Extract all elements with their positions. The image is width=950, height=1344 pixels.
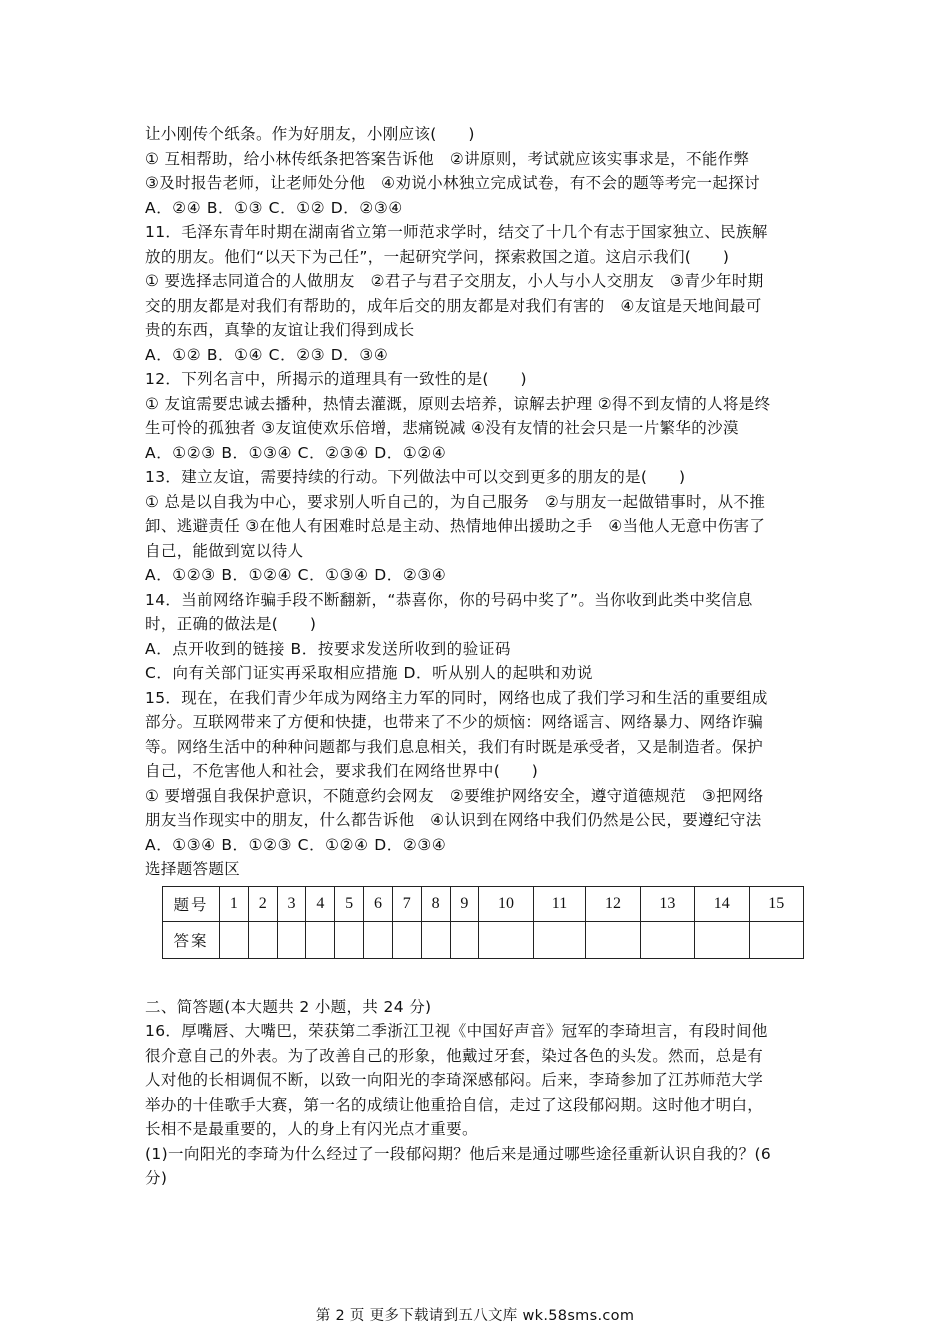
question-11 xyxy=(145,220,815,367)
question-number-cell: 4 xyxy=(306,886,335,921)
question-number-cell: 5 xyxy=(335,886,364,921)
question-10-tail xyxy=(145,122,815,220)
answer-cell xyxy=(421,921,450,958)
answer-table-header-row xyxy=(163,886,804,921)
answer-options: A．②④ B．①③ C．①② D．②③④ xyxy=(145,198,403,217)
text-line: 等。网络生活中的种种问题都与我们息息相关，我们有时既是承受者，又是制造者。保护 xyxy=(145,737,764,756)
sub-question: (1)一向阳光的李琦为什么经过了一段郁闷期？他后来是通过哪些途径重新认识自我的？(6 xyxy=(145,1144,772,1163)
answer-cell xyxy=(640,921,694,958)
question-number-cell: 3 xyxy=(277,886,306,921)
answer-cell xyxy=(392,921,421,958)
answer-cell xyxy=(277,921,306,958)
question-stem: 13．建立友谊，需要持续的行动。下列做法中可以交到更多的朋友的是( ) xyxy=(145,468,686,486)
answer-cell xyxy=(479,921,533,958)
text-line: ③及时报告老师，让老师处分他 ④劝说小林独立完成试卷，有不会的题等考完一起探讨 xyxy=(145,174,760,192)
question-stem: 12．下列名言中，所揭示的道理具有一致性的是( ) xyxy=(145,370,527,388)
text-line: 很介意自己的外表。为了改善自己的形象，他戴过牙套，染过各色的头发。然而，总是有 xyxy=(145,1046,764,1065)
text-line: 自己，能做到宽以待人 xyxy=(145,541,304,560)
text-line: ① 友谊需要忠诚去播种，热情去灌溉，原则去培养，谅解去护理 ②得不到友情的人将是终 xyxy=(145,394,771,413)
text-line: ① 互相帮助，给小林传纸条把答案告诉他 ②讲原则，考试就应该实事求是，不能作弊 xyxy=(145,149,750,168)
answer-label: 答案 xyxy=(163,921,220,958)
text-line: 举办的十佳歌手大赛，第一名的成绩让他重拾自信，走过了这段郁闷期。这时他才明白， xyxy=(145,1095,764,1114)
text-line: 卸、逃避责任 ③在他人有困难时总是主动、热情地伸出援助之手 ④当他人无意中伤害了 xyxy=(145,517,766,535)
question-number-cell: 1 xyxy=(220,886,249,921)
question-number-cell: 7 xyxy=(392,886,421,921)
question-number-cell: 13 xyxy=(640,886,694,921)
answer-options: A．点开收到的链接 B．按要求发送所收到的验证码 xyxy=(145,639,512,658)
answer-cell xyxy=(220,921,249,958)
question-12 xyxy=(145,367,815,465)
text-line: 时，正确的做法是( ) xyxy=(145,615,317,633)
answer-cell xyxy=(450,921,479,958)
question-13 xyxy=(145,465,815,588)
question-15 xyxy=(145,686,815,858)
answer-table xyxy=(162,886,804,959)
question-number-cell: 8 xyxy=(421,886,450,921)
section-heading: 二、简答题(本大题共 2 小题，共 24 分) xyxy=(145,997,432,1016)
question-14 xyxy=(145,588,815,686)
answer-table-answer-row xyxy=(163,921,804,958)
question-number-cell: 10 xyxy=(479,886,533,921)
text-line: ① 要选择志同道合的人做朋友 ②君子与君子交朋友，小人与小人交朋友 ③青少年时期 xyxy=(145,272,764,290)
answer-options: A．①②③ B．①②④ C．①③④ D．②③④ xyxy=(145,566,447,584)
text-line: 自己，不危害他人和社会，要求我们在网络世界中( ) xyxy=(145,762,539,780)
question-number-cell: 2 xyxy=(248,886,277,921)
question-number-cell: 14 xyxy=(695,886,749,921)
answer-cell xyxy=(248,921,277,958)
document-page xyxy=(145,122,815,1191)
text-line: 贵的东西，真挚的友谊让我们得到成长 xyxy=(145,321,415,339)
question-stem: 16．厚嘴唇、大嘴巴，荣获第二季浙江卫视《中国好声音》冠军的李琦坦言，有段时间他 xyxy=(145,1022,768,1040)
text-line: 生可怜的孤独者 ③友谊使欢乐倍增，悲痛锐减 ④没有友情的社会只是一片繁华的沙漠 xyxy=(145,419,739,437)
question-number-cell: 9 xyxy=(450,886,479,921)
text-line: 交的朋友都是对我们有帮助的，成年后交的朋友都是对我们有害的 ④友谊是天地间最可 xyxy=(145,296,762,315)
question-stem: 11．毛泽东青年时期在湖南省立第一师范求学时，结交了十几个有志于国家独立、民族解 xyxy=(145,223,768,241)
answer-cell xyxy=(306,921,335,958)
answer-options: A．①③④ B．①②③ C．①②④ D．②③④ xyxy=(145,835,447,854)
question-number-cell: 12 xyxy=(586,886,640,921)
text-line: 长相不是最重要的，人的身上有闪光点才重要。 xyxy=(145,1120,478,1138)
answer-cell xyxy=(533,921,586,958)
section-two xyxy=(145,995,815,1191)
answer-area-title: 选择题答题区 xyxy=(145,860,241,878)
spacer xyxy=(145,959,815,995)
text-line: 让小刚传个纸条。作为好朋友，小刚应该( ) xyxy=(145,125,475,143)
page-footer: 第 2 页 更多下载请到五八文库 wk.58sms.com xyxy=(315,1308,635,1324)
answer-options: C．向有关部门证实再采取相应措施 D．听从别人的起哄和劝说 xyxy=(145,664,594,682)
answer-options: A．①② B．①④ C．②③ D．③④ xyxy=(145,345,389,364)
text-line: 分) xyxy=(145,1169,168,1187)
text-line: ① 总是以自我为中心，要求别人听自己的，为自己服务 ②与朋友一起做错事时，从不推 xyxy=(145,492,766,511)
answer-cell xyxy=(335,921,364,958)
question-stem: 15．现在，在我们青少年成为网络主力军的同时，网络也成了我们学习和生活的重要组成 xyxy=(145,688,768,707)
answer-cell xyxy=(695,921,749,958)
question-stem: 14．当前网络诈骗手段不断翻新，“恭喜你，你的号码中奖了”。当你收到此类中奖信息 xyxy=(145,590,753,609)
answer-cell xyxy=(749,921,803,958)
question-number-cell: 6 xyxy=(364,886,393,921)
text-line: 部分。互联网带来了方便和快捷，也带来了不少的烦恼：网络谣言、网络暴力、网络诈骗 xyxy=(145,713,764,731)
text-line: 人对他的长相调侃不断，以致一向阳光的李琦深感郁闷。后来，李琦参加了江苏师范大学 xyxy=(145,1071,764,1089)
text-line: 朋友当作现实中的朋友，什么都告诉他 ④认识到在网络中我们仍然是公民，要遵纪守法 xyxy=(145,811,762,829)
answer-options: A．①②③ B．①③④ C．②③④ D．①②④ xyxy=(145,443,447,462)
text-line: ① 要增强自我保护意识，不随意约会网友 ②要维护网络安全，遵守道德规范 ③把网络 xyxy=(145,786,764,805)
question-number-cell: 15 xyxy=(749,886,803,921)
question-number-cell: 11 xyxy=(533,886,586,921)
question-number-label: 题号 xyxy=(163,886,220,921)
answer-cell xyxy=(586,921,640,958)
text-line: 放的朋友。他们“以天下为己任”，一起研究学问，探索救国之道。这启示我们( ) xyxy=(145,247,730,266)
answer-cell xyxy=(364,921,393,958)
